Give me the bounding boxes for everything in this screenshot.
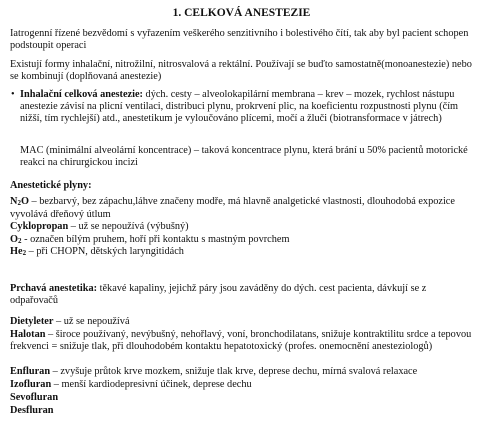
gases-heading: Anestetické plyny: xyxy=(10,180,92,191)
agent-label: Dietyleter xyxy=(10,316,54,327)
agent-sevofluran xyxy=(10,392,475,404)
n2o-label: N2O xyxy=(10,196,29,207)
agent-izofluran xyxy=(10,379,475,391)
mac-paragraph: MAC (minimální alveolární koncentrace) – taková koncentrace plynu, která brání u 50% pacientů motorické reakci na chirurgickou incizi xyxy=(20,145,468,169)
agent-enfluran xyxy=(10,366,475,378)
inhalation-bullet-item xyxy=(10,89,475,126)
agent-label: Halotan xyxy=(10,329,46,340)
cyclopropane-text: – už se nepoužívá (výbušný) xyxy=(68,221,189,232)
agent-label: Sevofluran xyxy=(10,392,59,403)
agent-label: Desfluran xyxy=(10,405,54,416)
agent-text: – zvyšuje průtok krve mozkem, snižuje tlak krve, deprese dechu, mírná svalová relaxace xyxy=(50,366,418,377)
agent-text: – široce používaný, nevýbušný, nehořlavý, voní, bronchodilatans, snižuje kontraktilitu srdce a tepovou frekvenci = snižuje tlak, při dlouhodobém kontaktu hepatotoxický (profes. onemocnění anesteziologů) xyxy=(10,329,472,353)
bullet-icon: • xyxy=(11,89,15,100)
helium-label: He2 xyxy=(10,246,27,257)
cyclopropane-paragraph xyxy=(10,221,475,233)
n2o-paragraph xyxy=(10,196,475,221)
agent-dietyleter xyxy=(10,316,475,328)
page-title: 1. CELKOVÁ ANESTEZIE xyxy=(172,7,311,19)
intro-paragraph-2: Existují formy inhalační, nitrožilní, nitrosvalová a rektální. Používají se buďto samostatně(monoanestezie) nebo se kombinují (doplňovaná anestezie) xyxy=(10,59,472,83)
inhalation-text: dých. cesty – alveolokapilární membrana – krev – mozek, rychlost nástupu anestezie závisí na plicní ventilaci, distribuci plynu, prokrvení plic, na koeficientu rozpustnosti plynu (čím nižší, tím rychlejší) atd., anestetikum je vyloučováno plícemi, močí a žluči (biotransformace v játrech) xyxy=(20,89,459,125)
agent-desfluran xyxy=(10,405,475,417)
helium-text: – při CHOPN, dětských laryngitidách xyxy=(26,246,184,257)
cyclopropane-label: Cyklopropan xyxy=(10,221,69,232)
agent-label: Enfluran xyxy=(10,366,51,377)
volatile-paragraph xyxy=(10,283,475,307)
helium-paragraph xyxy=(10,246,475,259)
n2o-text: – bezbarvý, bez zápachu,láhve značeny modře, má hlavně analgetické vlastnosti, dlouhodobá expozice vyvolává dřeňový útlum xyxy=(10,196,455,221)
oxygen-text: - označen bílým pruhem, hoří při kontaktu s mastným povrchem xyxy=(21,234,290,245)
inhalation-paragraph xyxy=(20,89,475,126)
intro-paragraph-1: Iatrogenní řízené bezvědomí s vyřazením veškerého senzitivního i bolestivého čítí, tak aby byl pacient schopen podstoupit operaci xyxy=(10,28,469,52)
volatile-text: těkavé kapaliny, jejichž páry jsou zaváděny do dých. cest pacienta, dávkují se z odpařovačů xyxy=(10,283,427,307)
agent-text: – menší kardiodepresivní účinek, deprese dechu xyxy=(51,379,252,390)
agent-label: Izofluran xyxy=(10,379,52,390)
oxygen-label: O2 xyxy=(10,234,22,245)
agent-halotan xyxy=(10,329,475,353)
agent-text: – už se nepoužívá xyxy=(53,316,130,327)
volatile-label: Prchavá anestetika: xyxy=(10,283,98,294)
inhalation-label: Inhalační celková anestezie: xyxy=(20,89,143,100)
